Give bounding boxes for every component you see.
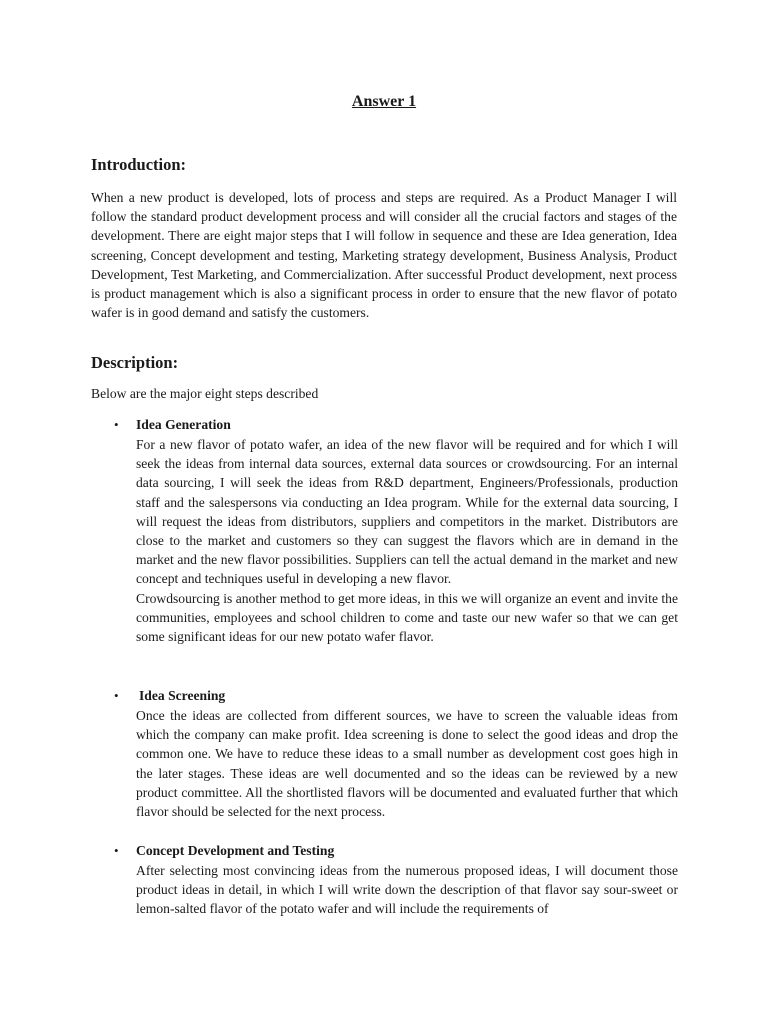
step-body-idea-generation: [136, 435, 678, 646]
step-body-concept-development: [136, 861, 678, 919]
introduction-heading: Introduction:: [91, 155, 187, 174]
step-paragraph: For a new flavor of potato wafer, an idea of the new flavor will be required and for which I will seek the ideas from internal data sources, external data sources or crowdsourcing. For an internal data sourcing, I will seek the ideas from R&D department, Engineers/Professionals, production staff and the salespersons via conducting an Idea program. While for the external data sourcing, I will request the ideas from distributors, suppliers and competitors in the market. Distributors are close to the market and customers so they can suggest the flavors which are in demand in the market and the new flavor possibilities. Suppliers can tell the actual demand in the market and new concept and techniques useful in developing a new flavor.: [136, 437, 678, 587]
bullet-marker: •: [114, 417, 119, 432]
step-body-idea-screening: [136, 706, 678, 821]
step-title-concept-development: Concept Development and Testing: [136, 843, 335, 858]
bullet-marker: •: [114, 688, 119, 703]
step-title-idea-generation: Idea Generation: [136, 417, 231, 432]
step-paragraph: After selecting most convincing ideas from the numerous proposed ideas, I will document those product ideas in detail, in which I will write down the description of that flavor say sour-sweet or lemon-salted flavor of the potato wafer and will include the requirements of: [136, 863, 678, 917]
step-paragraph: Crowdsourcing is another method to get more ideas, in this we will organize an event and invite the communities, employees and school children to come and taste our new wafer so that we can get some significant ideas for our new potato wafer flavor.: [136, 590, 678, 645]
bullet-marker: •: [114, 843, 119, 858]
description-intro: Below are the major eight steps described: [91, 386, 319, 401]
document-title: Answer 1: [351, 93, 417, 110]
step-paragraph: Once the ideas are collected from different sources, we have to screen the valuable ideas from which the company can make profit. Idea screening is done to select the good ideas and drop the common one. We have to reduce these ideas to a small number as development cost goes high in the later stages. These ideas are well documented and so the ideas can be reviewed by a new product committee. All the shortlisted flavors will be documented and evaluated further that which flavor should be selected for the next process.: [136, 708, 678, 820]
introduction-paragraph: When a new product is developed, lots of process and steps are required. As a Product Manager I will follow the standard product development process and will consider all the crucial factors and stages of the development. There are eight major steps that I will follow in sequence and these are Idea generation, Idea screening, Concept development and testing, Marketing strategy development, Business Analysis, Product Development, Test Marketing, and Commercialization. After successful Product development, next process is product management which is also a significant process in order to ensure that the new flavor of potato wafer is in good demand and satisfy the customers.: [91, 190, 677, 321]
description-heading: Description:: [91, 353, 179, 372]
step-title-idea-screening: Idea Screening: [139, 688, 226, 703]
